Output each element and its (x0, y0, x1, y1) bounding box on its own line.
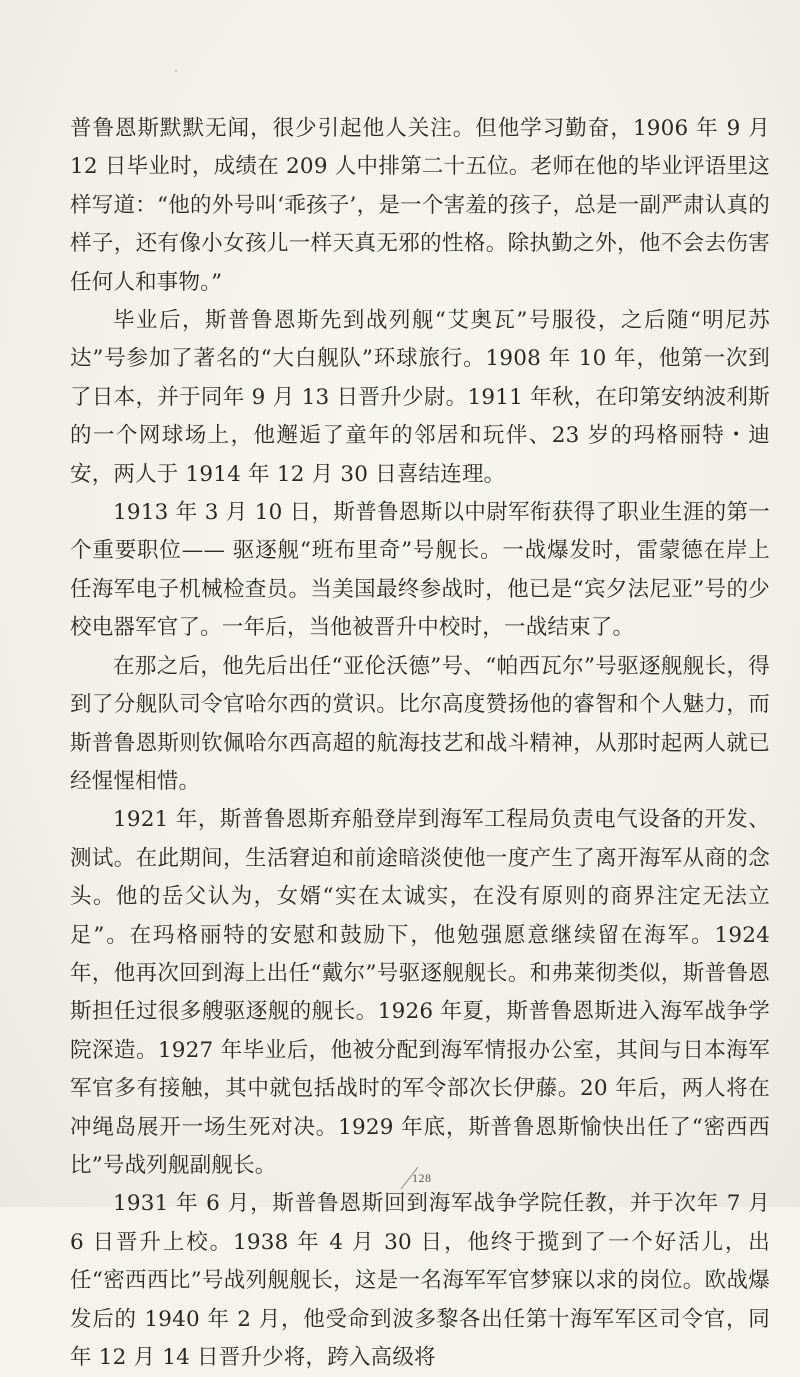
paragraph: 1913 年 3 月 10 日，斯普鲁恩斯以中尉军衔获得了职业生涯的第一个重要职位—— 驱逐舰“班布里奇”号舰长。一战爆发时，雷蒙德在岸上任海军电子机械检查员。当美国最终参战时，他已是“宾夕法尼亚”号的少校电器军官了。一年后，当他被晋升中校时，一战结束了。 (70, 500, 770, 641)
page-folio (398, 1165, 458, 1191)
paragraph: 1931 年 6 月，斯普鲁恩斯回到海军战争学院任教，并于次年 7 月 6 日晋升上校。1938 年 4 月 30 日，他终于揽到了一个好活儿，出任“密西西比”号战列舰舰长，这是一名海军军官梦寐以求的岗位。欧战爆发后的 1940 年 2 月，他受命到波多黎各出任第十海军军区司令官，同年 12 月 14 日晋升少将，跨入高级将 (70, 1191, 770, 1370)
paragraph: 普鲁恩斯默默无闻，很少引起他人关注。但他学习勤奋，1906 年 9 月 12 日毕业时，成绩在 209 人中排第二十五位。老师在他的毕业评语里这样写道：“他的外号叫‘乖孩子’，是一个害羞的孩子，总是一副严肃认真的样子，还有像小女孩儿一样天真无邪的性格。除执勤之外，他不会去伤害任何人和事物。” (70, 116, 770, 295)
paragraph: 毕业后，斯普鲁恩斯先到战列舰“艾奥瓦”号服役，之后随“明尼苏达”号参加了著名的“大白舰队”环球旅行。1908 年 10 年，他第一次到了日本，并于同年 9 月 13 日晋升少尉。1911 年秋，在印第安纳波利斯的一个网球场上，他邂逅了童年的邻居和玩伴、23 岁的玛格丽特・迪安，两人于 1914 年 12 月 30 日喜结连理。 (70, 308, 770, 487)
paragraph: 在那之后，他先后出任“亚伦沃德”号、“帕西瓦尔”号驱逐舰舰长，得到了分舰队司令官哈尔西的赏识。比尔高度赞扬他的睿智和个人魅力，而斯普鲁恩斯则钦佩哈尔西高超的航海技艺和战斗精神，从那时起两人就已经惺惺相惜。 (70, 653, 770, 794)
print-speck (175, 70, 177, 72)
paragraph: 1921 年，斯普鲁恩斯弃船登岸到海军工程局负责电气设备的开发、测试。在此期间，生活窘迫和前途暗淡使他一度产生了离开海军从商的念头。他的岳父认为，女婿“实在太诚实，在没有原则的商界注定无法立足”。在玛格丽特的安慰和鼓励下，他勉强愿意继续留在海军。1924 年，他再次回到海上出任“戴尔”号驱逐舰舰长。和弗莱彻类似，斯普鲁恩斯担任过很多艘驱逐舰的舰长。1926 年夏，斯普鲁恩斯进入海军战争学院深造。1927 年毕业后，他被分配到海军情报办公室，其间与日本海军军官多有接触，其中就包括战时的军令部次长伊藤。20 年后，两人将在冲绳岛展开一场生死对决。1929 年底，斯普鲁恩斯愉快出任了“密西西比”号战列舰副舰长。 (70, 807, 770, 1178)
page-number: 128 (412, 1171, 432, 1185)
